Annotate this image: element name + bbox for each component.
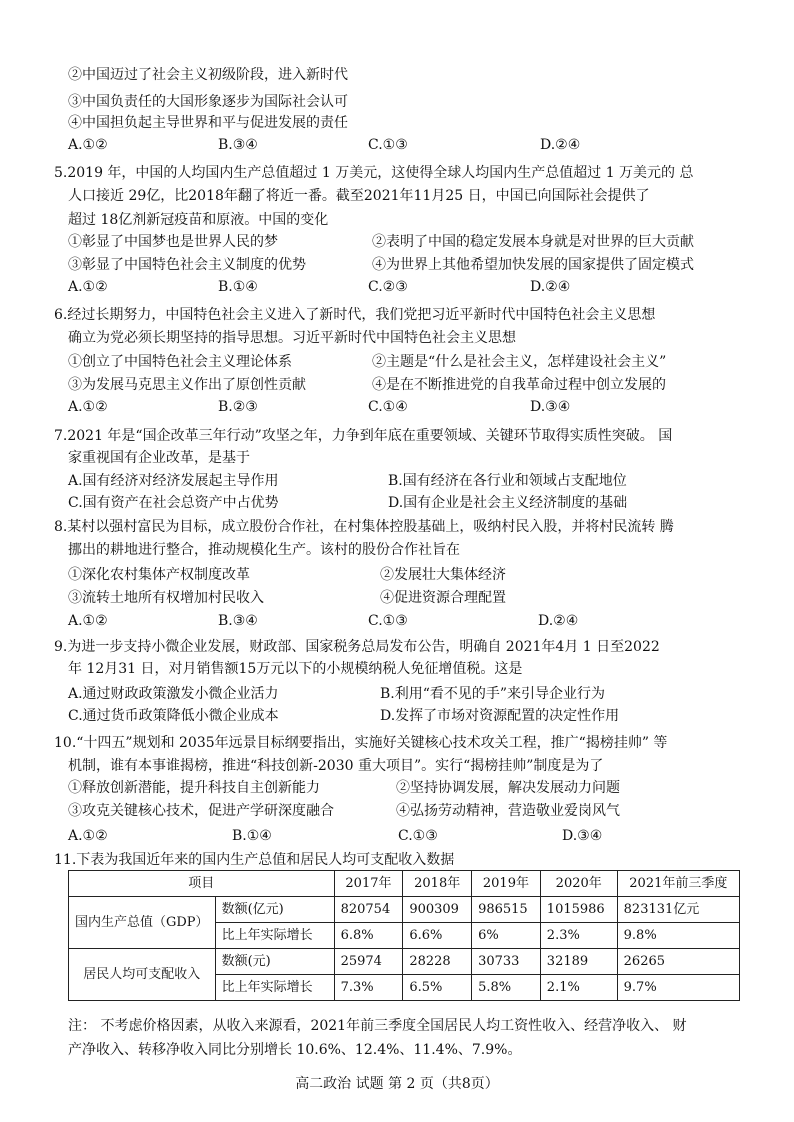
q7-stem-line2: 家重视国有企业改革，是基于 (68, 450, 250, 466)
q7-choice-c: C.国有资产在社会总资产中占优势 (68, 495, 279, 511)
cell: 5.8% (472, 975, 541, 1001)
q6-choice-a: A.①② (68, 399, 108, 415)
q10-stem-line2: 机制，谁有本事谁揭榜，推进“科技创新-2030 重大项目”。实行“揭榜挂帅”制度是为了 (68, 758, 604, 774)
cell: 比上年实际增长 (215, 975, 334, 1001)
choice-d: D.②④ (540, 137, 581, 153)
q10-choice-c: C.①③ (398, 828, 438, 844)
page-footer: 高二政治 试题 第 2 页（共8页） (295, 1076, 499, 1092)
q8-choice-a: A.①② (68, 613, 108, 629)
cell: 820754 (334, 897, 403, 923)
cell: 2.1% (540, 975, 617, 1001)
gdp-income-table (68, 870, 740, 1001)
q7-choice-a: A.国有经济对经济发展起主导作用 (68, 473, 279, 489)
q7-choice-b: B.国有经济在各行业和领域占支配地位 (388, 473, 627, 489)
q5-option-2: ②表明了中国的稳定发展本身就是对世界的巨大贡献 (372, 234, 694, 250)
table-note-line1: 注： 不考虑价格因素，从收入来源看，2021年前三季度全国居民人均工资性收入、经营净收入、 财 (68, 1018, 687, 1034)
q8-option-2: ②发展壮大集体经济 (380, 567, 506, 583)
q5-option-3: ③彰显了中国特色社会主义制度的优势 (68, 257, 306, 273)
cell: 6.8% (334, 923, 403, 949)
cell: 900309 (403, 897, 472, 923)
q6-choice-c: C.①④ (368, 399, 408, 415)
q10-choice-a: A.①② (68, 828, 108, 844)
q8-stem-line2: 挪出的耕地进行整合，推动规模化生产。该村的股份合作社旨在 (68, 542, 460, 558)
q10-option-4: ④弘扬劳动精神，营造敬业爱岗风气 (396, 803, 620, 819)
q6-option-2: ②主题是“什么是社会主义，怎样建设社会主义” (372, 354, 667, 370)
table-row (69, 949, 740, 975)
header-item: 项目 (69, 871, 335, 897)
q8-option-3: ③流转土地所有权增加村民收入 (68, 590, 264, 606)
q8-option-1: ①深化农村集体产权制度改革 (68, 567, 250, 583)
q7-stem-line1: 7.2021 年是“国企改革三年行动”攻坚之年，力争到年底在重要领域、关键环节取得实质性突破。 国 (54, 428, 673, 444)
q9-stem-line1: 9.为进一步支持小微企业发展，财政部、国家税务总局发布公告，明确自 2021年4月 1 日至2022 (54, 639, 660, 655)
cell: 26265 (617, 949, 739, 975)
cell: 数额(亿元) (215, 897, 334, 923)
q6-option-3: ③为发展马克思主义作出了原创性贡献 (68, 377, 306, 393)
q10-option-2: ②坚持协调发展，解决发展动力问题 (396, 780, 620, 796)
q11-stem: 11.下表为我国近年来的国内生产总值和居民人均可支配收入数据 (54, 852, 455, 868)
income-label: 居民人均可支配收入 (69, 949, 216, 1001)
choice-b: B.③④ (218, 137, 258, 153)
q6-option-4: ④是在不断推进党的自我革命过程中创立发展的 (372, 377, 666, 393)
cell: 25974 (334, 949, 403, 975)
q10-option-3: ③攻克关键核心技术，促进产学研深度融合 (68, 803, 334, 819)
cell: 2.3% (540, 923, 617, 949)
cell: 6.6% (403, 923, 472, 949)
table-header-row (69, 871, 740, 897)
cell: 7.3% (334, 975, 403, 1001)
cell: 6.5% (403, 975, 472, 1001)
q10-option-1: ①释放创新潜能，提升科技自主创新能力 (68, 780, 320, 796)
option-4: ④中国担负起主导世界和平与促进发展的责任 (68, 115, 348, 131)
q7-choice-d: D.国有企业是社会主义经济制度的基础 (388, 495, 628, 511)
table-note-line2: 产净收入、转移净收入同比分别增长 10.6%、12.4%、11.4%、7.9%。 (68, 1042, 522, 1058)
q6-stem-line2: 确立为党必须长期坚持的指导思想。习近平新时代中国特色社会主义思想 (68, 330, 516, 346)
cell: 1015986 (540, 897, 617, 923)
q5-choice-a: A.①② (68, 279, 108, 295)
q9-choice-b: B.利用“看不见的手”来引导企业行为 (380, 686, 606, 702)
cell: 9.8% (617, 923, 739, 949)
cell: 32189 (540, 949, 617, 975)
q5-stem-line3: 超过 18亿剂新冠疫苗和原液。中国的变化 (68, 212, 329, 228)
cell: 30733 (472, 949, 541, 975)
q8-choice-c: C.①③ (368, 613, 408, 629)
q6-stem-line1: 6.经过长期努力，中国特色社会主义进入了新时代，我们党把习近平新时代中国特色社会主义思想 (54, 307, 656, 323)
q9-stem-line2: 年 12月31 日，对月销售额15万元以下的小规模纳税人免征增值税。这是 (68, 661, 523, 677)
header-2017: 2017年 (334, 871, 403, 897)
q6-choice-b: B.②③ (218, 399, 258, 415)
header-2020: 2020年 (540, 871, 617, 897)
q5-choice-c: C.②③ (368, 279, 408, 295)
q5-option-4: ④为世界上其他希望加快发展的国家提供了固定模式 (372, 257, 694, 273)
q5-stem-line2: 人口接近 29亿，比2018年翻了将近一番。截至2021年11月25 日，中国已向国际社会提供了 (68, 188, 650, 204)
q5-choice-b: B.①④ (218, 279, 258, 295)
choice-c: C.①③ (368, 137, 408, 153)
option-2: ②中国迈过了社会主义初级阶段，进入新时代 (68, 67, 348, 83)
header-2021q3: 2021年前三季度 (617, 871, 739, 897)
option-3: ③中国负责任的大国形象逐步为国际社会认可 (68, 94, 348, 110)
q5-choice-d: D.②④ (530, 279, 571, 295)
q8-choice-d: D.②④ (538, 613, 579, 629)
q10-choice-d: D.③④ (562, 828, 603, 844)
q10-stem-line1: 10.“十四五”规划和 2035年远景目标纲要指出，实施好关键核心技术攻关工程，推广“揭榜挂帅” 等 (54, 735, 668, 751)
q6-choice-d: D.③④ (530, 399, 571, 415)
q9-choice-d: D.发挥了市场对资源配置的决定性作用 (380, 708, 620, 724)
q5-option-1: ①彰显了中国梦也是世界人民的梦 (68, 234, 278, 250)
cell: 986515 (472, 897, 541, 923)
cell: 9.7% (617, 975, 739, 1001)
cell: 数额(元) (215, 949, 334, 975)
gdp-label: 国内生产总值（GDP） (69, 897, 216, 949)
cell: 6% (472, 923, 541, 949)
q8-option-4: ④促进资源合理配置 (380, 590, 506, 606)
q8-stem-line1: 8.某村以强村富民为目标，成立股份合作社，在村集体控股基础上，吸纳村民入股，并将村民流转 腾 (54, 519, 674, 535)
q5-stem-line1: 5.2019 年，中国的人均国内生产总值超过 1 万美元，这使得全球人均国内生产总值超过 1 万美元的 总 (54, 165, 694, 181)
cell: 28228 (403, 949, 472, 975)
table-row (69, 897, 740, 923)
q9-choice-a: A.通过财政政策激发小微企业活力 (68, 686, 279, 702)
cell: 823131亿元 (617, 897, 739, 923)
q8-choice-b: B.③④ (218, 613, 258, 629)
header-2018: 2018年 (403, 871, 472, 897)
cell: 比上年实际增长 (215, 923, 334, 949)
header-2019: 2019年 (472, 871, 541, 897)
choice-a: A.①② (68, 137, 108, 153)
q10-choice-b: B.①④ (232, 828, 272, 844)
q9-choice-c: C.通过货币政策降低小微企业成本 (68, 708, 279, 724)
q6-option-1: ①创立了中国特色社会主义理论体系 (68, 354, 292, 370)
